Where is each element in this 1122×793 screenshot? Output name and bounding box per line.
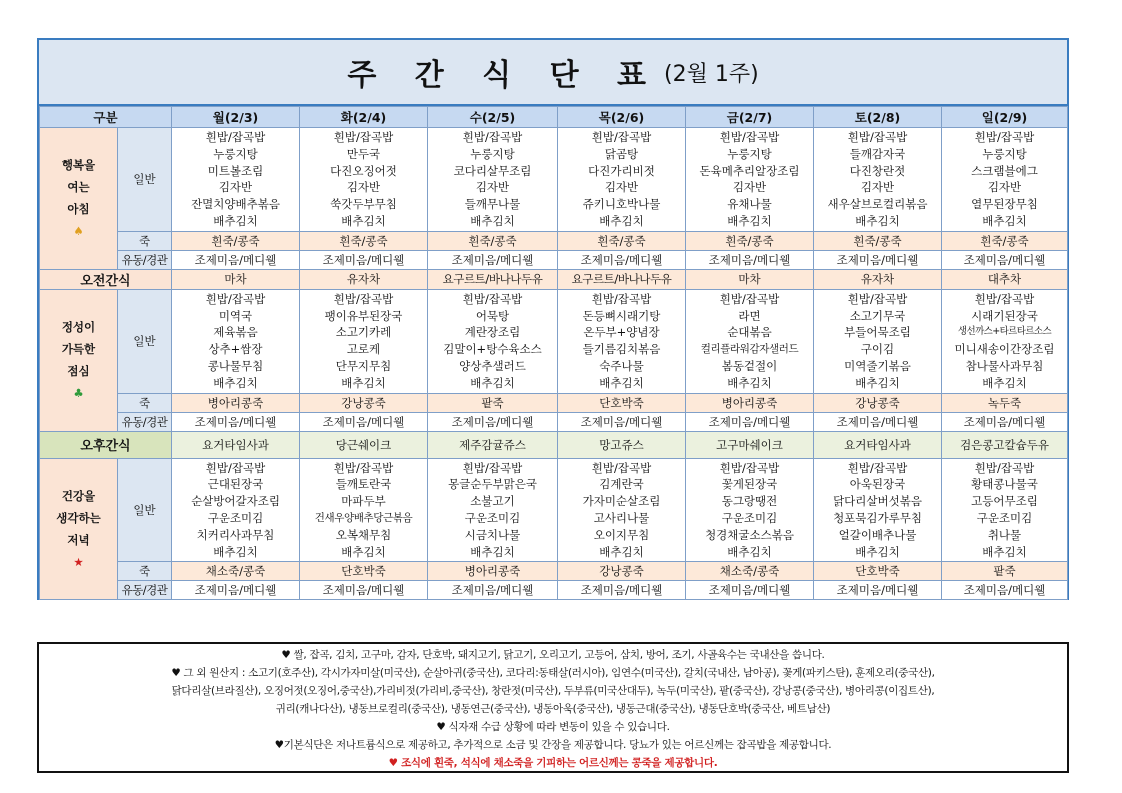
liquid-item: 조제미음/메디웰 (686, 412, 814, 431)
lunch-icon: ♣ (73, 386, 84, 401)
menu-item: 황태콩나물국 (971, 477, 1038, 492)
snack-pm-item: 요거타임사과 (172, 431, 300, 458)
liquid-item: 조제미음/메디웰 (428, 250, 558, 269)
menu-item: 김자반 (346, 180, 381, 195)
menu-item: 상추+쌈장 (208, 342, 263, 357)
menu-item: 유채나물 (727, 197, 772, 212)
breakfast-general-row (40, 128, 1068, 232)
menu-item: 참나물사과무침 (965, 358, 1044, 373)
menu-item: 흰밥/잡곡밥 (333, 130, 394, 144)
heart-icon: ♥ (171, 667, 181, 679)
menu-item: 김말이+탕수육소스 (443, 342, 542, 357)
menu-item: 들기름김치볶음 (582, 342, 661, 357)
juk-item: 병아리콩죽 (686, 393, 814, 412)
menu-item: 흰밥/잡곡밥 (974, 130, 1035, 144)
breakfast-label-line: 아침 (67, 202, 90, 217)
menu-item: 쥬키니호박나물 (582, 197, 661, 212)
juk-item: 팥죽 (428, 393, 558, 412)
menu-item: 흰밥/잡곡밥 (205, 130, 266, 144)
menu-item: 숙주나물 (599, 358, 644, 373)
juk-item: 흰죽/콩죽 (300, 231, 428, 250)
breakfast-label (40, 128, 118, 270)
menu-item: 김자반 (732, 180, 767, 195)
menu-item: 김자반 (604, 180, 639, 195)
header-day-thu: 목(2/6) (558, 107, 686, 128)
menu-item: 흰밥/잡곡밥 (591, 291, 652, 306)
menu-item: 배추김치 (599, 213, 644, 228)
menu-item: 배추김치 (341, 375, 386, 390)
menu-item: 배추김치 (982, 544, 1027, 559)
liquid-item: 조제미음/메디웰 (686, 250, 814, 269)
sub-liquid: 유동/경관 (118, 581, 172, 600)
header-day-sat: 토(2/8) (814, 107, 942, 128)
menu-item: 들깨감자국 (849, 146, 906, 161)
menu-item: 배추김치 (727, 213, 772, 228)
menu-item: 흰밥/잡곡밥 (847, 291, 908, 306)
sub-general: 일반 (118, 128, 172, 232)
menu-item: 양상추샐러드 (459, 358, 526, 373)
menu-item: 계란장조림 (464, 325, 521, 340)
lunch-general-row (40, 289, 1068, 393)
lunch-day-cell (428, 289, 558, 393)
weekly-menu-sheet (37, 38, 1069, 600)
liquid-item: 조제미음/메디웰 (428, 412, 558, 431)
liquid-item: 조제미음/메디웰 (558, 412, 686, 431)
menu-item: 치커리사과무침 (196, 527, 275, 542)
menu-item: 미역국 (218, 308, 253, 323)
menu-item: 흰밥/잡곡밥 (591, 130, 652, 144)
menu-item: 흰밥/잡곡밥 (719, 130, 780, 144)
snack-pm-row (40, 431, 1068, 458)
sub-juk: 죽 (118, 231, 172, 250)
menu-item: 배추김치 (470, 544, 515, 559)
liquid-item: 조제미음/메디웰 (300, 412, 428, 431)
lunch-label-line: 점심 (67, 364, 90, 379)
snack-pm-item: 당근쉐이크 (300, 431, 428, 458)
liquid-item: 조제미음/메디웰 (172, 581, 300, 600)
snack-am-item: 요구르트/바나나두유 (428, 269, 558, 289)
sub-liquid: 유동/경관 (118, 412, 172, 431)
breakfast-label-line: 행복을 (61, 158, 96, 173)
menu-item: 구운조미김 (207, 510, 264, 525)
menu-item: 닭곰탕 (604, 146, 639, 161)
dinner-icon: ★ (73, 554, 84, 569)
menu-item: 배추김치 (470, 375, 515, 390)
menu-item: 흰밥/잡곡밥 (333, 291, 394, 306)
heart-icon: ♥ (436, 721, 446, 733)
juk-item: 채소죽/콩죽 (172, 562, 300, 581)
menu-item: 온두부+양념장 (583, 325, 660, 340)
note-line-5: ♥ 식자재 수급 상황에 따라 변동이 있을 수 있습니다. (436, 721, 670, 733)
juk-item: 녹두죽 (942, 393, 1068, 412)
menu-item: 흰밥/잡곡밥 (974, 291, 1035, 306)
juk-item: 팥죽 (942, 562, 1068, 581)
menu-item: 흰밥/잡곡밥 (719, 291, 780, 306)
menu-item: 다진창란젓 (849, 163, 906, 178)
menu-item: 라면 (738, 308, 761, 323)
snack-pm-item: 망고쥬스 (558, 431, 686, 458)
menu-item: 얼갈이배추나물 (838, 527, 917, 542)
snack-am-label: 오전간식 (40, 269, 172, 289)
header-day-tue: 화(2/4) (300, 107, 428, 128)
lunch-label-line: 가득한 (61, 342, 96, 357)
note-line-1: ♥ 쌀, 잡곡, 김치, 고구마, 감자, 단호박, 돼지고기, 닭고기, 오리고기, 고등어, 삼치, 방어, 조기, 사골육수는 국내산을 씁니다. (281, 649, 825, 661)
sub-juk: 죽 (118, 562, 172, 581)
menu-item: 들깨무나물 (464, 197, 521, 212)
lunch-day-cell (942, 289, 1068, 393)
menu-item: 건새우양배추당근볶음 (314, 511, 413, 524)
liquid-item: 조제미음/메디웰 (942, 581, 1068, 600)
note-line-3: 닭다리살(브라질산), 오징어젓(오징어,중국산),가리비젓(가리비,중국산), 창란젓(미국산), 두부류(미국산대두), 녹두(미국산), 팥(중국산), 강낭콩(중국산), 병아리콩(이집트산), (171, 685, 935, 697)
dinner-label-line: 생각하는 (56, 510, 101, 525)
menu-item: 흰밥/잡곡밥 (974, 460, 1035, 475)
lunch-day-cell (300, 289, 428, 393)
dinner-day-cell (300, 458, 428, 562)
juk-item: 병아리콩죽 (428, 562, 558, 581)
breakfast-day-cell (300, 128, 428, 232)
page-title: 주 간 식 단 표 (347, 58, 660, 93)
menu-item: 들깨토란국 (335, 477, 392, 492)
dinner-day-cell (428, 458, 558, 562)
menu-item: 누룽지탕 (727, 146, 772, 161)
menu-item: 순살방어갈자조림 (191, 494, 280, 509)
menu-item: 김자반 (475, 180, 510, 195)
menu-item: 제육볶음 (213, 325, 258, 340)
menu-item: 김자반 (987, 180, 1022, 195)
menu-item: 새우살브로컬리볶음 (827, 197, 928, 212)
menu-item: 고로케 (346, 342, 381, 357)
menu-item: 구운조미김 (721, 510, 778, 525)
menu-item: 배추김치 (855, 375, 900, 390)
menu-item: 오이지무침 (593, 527, 650, 542)
menu-item: 콩나물무침 (207, 358, 264, 373)
menu-item: 단무지무침 (335, 358, 392, 373)
menu-item: 몽글순두부맑은국 (448, 477, 537, 492)
menu-item: 스크램블에그 (971, 163, 1038, 178)
snack-pm-label: 오후간식 (40, 431, 172, 458)
note-line-6: ♥기본식단은 저나트륨식으로 제공하고, 추가적으로 소금 및 간장을 제공합니다. 당뇨가 있는 어르신께는 잡곡밥을 제공합니다. (274, 739, 832, 751)
menu-item: 배추김치 (341, 544, 386, 559)
menu-item: 동그랑땡전 (721, 494, 778, 509)
menu-table (39, 106, 1068, 600)
menu-item: 근대된장국 (207, 477, 264, 492)
menu-item: 시금치나물 (464, 527, 521, 542)
lunch-juk-row (40, 393, 1068, 412)
liquid-item: 조제미음/메디웰 (558, 250, 686, 269)
menu-item: 부들어묵조림 (844, 325, 911, 340)
liquid-item: 조제미음/메디웰 (428, 581, 558, 600)
juk-item: 채소죽/콩죽 (686, 562, 814, 581)
breakfast-day-cell (814, 128, 942, 232)
liquid-item: 조제미음/메디웰 (300, 581, 428, 600)
menu-item: 김자반 (860, 180, 895, 195)
menu-item: 김계란국 (599, 477, 644, 492)
menu-item: 흰밥/잡곡밥 (462, 460, 523, 475)
menu-item: 흰밥/잡곡밥 (591, 460, 652, 475)
menu-item: 배추김치 (855, 213, 900, 228)
menu-item: 아욱된장국 (849, 477, 906, 492)
lunch-day-cell (814, 289, 942, 393)
dinner-label (40, 458, 118, 600)
breakfast-day-cell (942, 128, 1068, 232)
juk-item: 흰죽/콩죽 (428, 231, 558, 250)
sub-general: 일반 (118, 289, 172, 393)
menu-item: 누룽지탕 (213, 146, 258, 161)
dinner-day-cell (558, 458, 686, 562)
menu-item: 열무된장무침 (971, 197, 1038, 212)
menu-item: 미역줄기볶음 (844, 358, 911, 373)
snack-pm-item: 요거타임사과 (814, 431, 942, 458)
menu-item: 배추김치 (982, 213, 1027, 228)
liquid-item: 조제미음/메디웰 (814, 581, 942, 600)
menu-item: 어묵탕 (475, 308, 510, 323)
lunch-label-line: 정성이 (61, 320, 96, 335)
menu-item: 소고기카레 (335, 325, 392, 340)
menu-item: 구운조미김 (464, 510, 521, 525)
menu-item: 고사리나물 (593, 510, 650, 525)
juk-item: 단호박죽 (300, 562, 428, 581)
snack-am-item: 대추차 (942, 269, 1068, 289)
juk-item: 흰죽/콩죽 (686, 231, 814, 250)
menu-item: 오복채무침 (335, 527, 392, 542)
menu-item: 배추김치 (727, 544, 772, 559)
menu-item: 소불고기 (470, 494, 515, 509)
juk-item: 강낭콩죽 (814, 393, 942, 412)
menu-item: 흰밥/잡곡밥 (462, 291, 523, 306)
juk-item: 강낭콩죽 (558, 562, 686, 581)
menu-item: 배추김치 (982, 375, 1027, 390)
menu-item: 돈등뼈시래기탕 (582, 308, 661, 323)
menu-item: 미트볼조림 (207, 163, 264, 178)
note-line-4: 귀리(캐나다산), 냉동브로컬리(중국산), 냉동연근(중국산), 냉동아욱(중국산), 냉동근대(중국산), 냉동단호박(중국산, 베트남산) (275, 703, 831, 715)
dinner-day-cell (172, 458, 300, 562)
juk-item: 흰죽/콩죽 (558, 231, 686, 250)
menu-item: 흰밥/잡곡밥 (847, 460, 908, 475)
breakfast-label-line: 여는 (67, 180, 90, 195)
menu-item: 가자미순살조림 (582, 494, 661, 509)
heart-icon: ♥ (388, 757, 398, 769)
snack-am-row (40, 269, 1068, 289)
breakfast-juk-row (40, 231, 1068, 250)
menu-item: 순대볶음 (727, 325, 772, 340)
notes-box (37, 642, 1069, 773)
dinner-day-cell (686, 458, 814, 562)
menu-item: 봄동겉절이 (721, 358, 778, 373)
menu-item: 쑥갓두부무침 (330, 197, 397, 212)
menu-item: 흰밥/잡곡밥 (205, 291, 266, 306)
breakfast-liquid-row (40, 250, 1068, 269)
sub-juk: 죽 (118, 393, 172, 412)
breakfast-day-cell (428, 128, 558, 232)
liquid-item: 조제미음/메디웰 (686, 581, 814, 600)
menu-item: 배추김치 (599, 544, 644, 559)
menu-item: 시래기된장국 (971, 308, 1038, 323)
dinner-day-cell (814, 458, 942, 562)
dinner-label-line: 건강을 (61, 488, 96, 503)
dinner-liquid-row (40, 581, 1068, 600)
menu-item: 닭다리살버섯볶음 (833, 494, 922, 509)
menu-item: 구운조미김 (976, 510, 1033, 525)
sub-general: 일반 (118, 458, 172, 562)
liquid-item: 조제미음/메디웰 (942, 412, 1068, 431)
liquid-item: 조제미음/메디웰 (172, 250, 300, 269)
juk-item: 단호박죽 (558, 393, 686, 412)
menu-item: 흰밥/잡곡밥 (333, 460, 394, 475)
menu-item: 누룽지탕 (982, 146, 1027, 161)
liquid-item: 조제미음/메디웰 (814, 412, 942, 431)
juk-item: 단호박죽 (814, 562, 942, 581)
menu-item: 돈육메추리알장조림 (699, 163, 800, 178)
header-day-mon: 월(2/3) (172, 107, 300, 128)
snack-pm-item: 제주감귤쥬스 (428, 431, 558, 458)
menu-item: 생선까스+타르타르소스 (957, 326, 1052, 338)
juk-item: 흰죽/콩죽 (814, 231, 942, 250)
dinner-label-line: 저녁 (67, 532, 90, 547)
menu-item: 구이김 (860, 342, 895, 357)
menu-item: 만두국 (346, 146, 381, 161)
menu-item: 청경채굴소스볶음 (705, 527, 794, 542)
menu-item: 흰밥/잡곡밥 (847, 130, 908, 144)
menu-item: 팽이유부된장국 (324, 308, 403, 323)
menu-item: 흰밥/잡곡밥 (205, 460, 266, 475)
juk-item: 흰죽/콩죽 (172, 231, 300, 250)
menu-item: 배추김치 (213, 544, 258, 559)
menu-item: 고등어무조림 (971, 494, 1038, 509)
menu-item: 배추김치 (727, 375, 772, 390)
note-line-2: ♥ 그 외 원산지 : 소고기(호주산), 각시가자미살(미국산), 순살아귀(중국산), 코다리:동태살(러시아), 임연수(미국산), 갈치(국내산, 남아공), 꽃게(파키스탄), 훈제오리(중국산), (171, 667, 935, 679)
header-day-wed: 수(2/5) (428, 107, 558, 128)
menu-item: 배추김치 (855, 544, 900, 559)
breakfast-day-cell (172, 128, 300, 232)
menu-item: 꽃게된장국 (721, 477, 778, 492)
menu-item: 배추김치 (213, 375, 258, 390)
dinner-day-cell (942, 458, 1068, 562)
menu-item: 소고기무국 (849, 308, 906, 323)
menu-item: 김자반 (218, 180, 253, 195)
heart-icon: ♥ (274, 739, 284, 751)
lunch-day-cell (172, 289, 300, 393)
menu-item: 마파두부 (341, 494, 386, 509)
juk-item: 강낭콩죽 (300, 393, 428, 412)
lunch-liquid-row (40, 412, 1068, 431)
header-gubun: 구분 (40, 107, 172, 128)
menu-item: 취나물 (987, 527, 1022, 542)
juk-item: 병아리콩죽 (172, 393, 300, 412)
note-line-7: ♥ 조식에 흰죽, 석식에 채소죽을 기피하는 어르신께는 콩죽을 제공합니다. (388, 757, 718, 769)
breakfast-day-cell (686, 128, 814, 232)
breakfast-icon: ♠ (73, 224, 84, 239)
snack-am-item: 마차 (172, 269, 300, 289)
snack-pm-item: 고구마쉐이크 (686, 431, 814, 458)
menu-item: 배추김치 (599, 375, 644, 390)
lunch-day-cell (686, 289, 814, 393)
menu-item: 다진가리비젓 (588, 163, 655, 178)
breakfast-day-cell (558, 128, 686, 232)
header-row (40, 107, 1068, 128)
lunch-label (40, 289, 118, 431)
snack-am-item: 유자차 (814, 269, 942, 289)
liquid-item: 조제미음/메디웰 (172, 412, 300, 431)
title-bar (39, 40, 1067, 106)
liquid-item: 조제미음/메디웰 (300, 250, 428, 269)
juk-item: 흰죽/콩죽 (942, 231, 1068, 250)
menu-item: 코다리살무조림 (453, 163, 532, 178)
heart-icon: ♥ (281, 649, 291, 661)
menu-item: 컬리플라워감자샐러드 (700, 343, 799, 356)
menu-item: 잔멸치양배추볶음 (191, 197, 280, 212)
sub-liquid: 유동/경관 (118, 250, 172, 269)
menu-item: 다진오징어젓 (330, 163, 397, 178)
liquid-item: 조제미음/메디웰 (814, 250, 942, 269)
header-day-sun: 일(2/9) (942, 107, 1068, 128)
menu-item: 누룽지탕 (470, 146, 515, 161)
liquid-item: 조제미음/메디웰 (942, 250, 1068, 269)
snack-am-item: 유자차 (300, 269, 428, 289)
snack-am-item: 마차 (686, 269, 814, 289)
dinner-general-row (40, 458, 1068, 562)
menu-item: 청포묵김가루무침 (833, 510, 922, 525)
menu-item: 흰밥/잡곡밥 (462, 130, 523, 144)
menu-item: 미니새송이간장조림 (954, 342, 1055, 357)
liquid-item: 조제미음/메디웰 (558, 581, 686, 600)
snack-pm-item: 검은콩고칼슘두유 (942, 431, 1068, 458)
dinner-juk-row (40, 562, 1068, 581)
lunch-day-cell (558, 289, 686, 393)
menu-item: 배추김치 (470, 213, 515, 228)
snack-am-item: 요구르트/바나나두유 (558, 269, 686, 289)
header-day-fri: 금(2/7) (686, 107, 814, 128)
menu-item: 배추김치 (341, 213, 386, 228)
page-subtitle: (2월 1주) (664, 61, 759, 87)
menu-item: 배추김치 (213, 213, 258, 228)
menu-item: 흰밥/잡곡밥 (719, 460, 780, 475)
